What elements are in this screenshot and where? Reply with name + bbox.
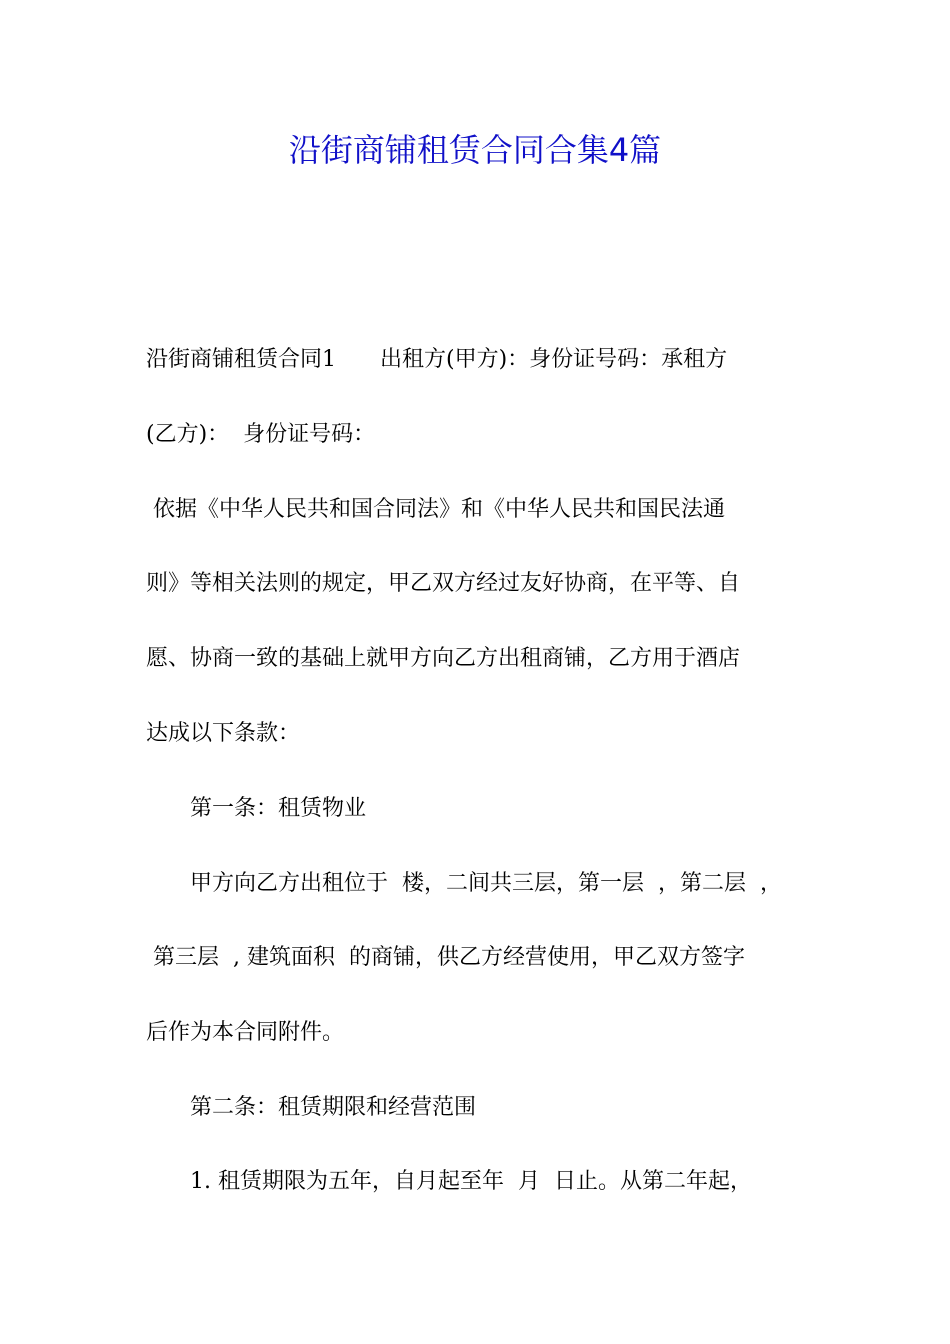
body-line-4: 则》等相关法则的规定，甲乙双方经过友好协商，在平等、自 [146, 571, 741, 596]
body-line-6: 达成以下条款： [146, 721, 301, 746]
body-line-8: 甲方向乙方出租位于 楼，二间共三层，第一层 ，第二层 ， [146, 871, 782, 896]
body-line-10: 后作为本合同附件。 [146, 1020, 345, 1045]
body-line-2: (乙方)： 身份证号码： [146, 422, 376, 447]
section-heading-article-1: 第一条：租赁物业 [146, 796, 367, 821]
body-line-5: 愿、协商一致的基础上就甲方向乙方出租商铺，乙方用于酒店 [146, 646, 741, 671]
body-line-3: 依据《中华人民共和国合同法》和《中华人民共和国民法通 [146, 497, 725, 522]
body-line-12: 1. 租赁期限为五年，自月起至年 月 日止。从第二年起， [146, 1169, 752, 1194]
body-line-1: 沿街商铺租赁合同1 出租方(甲方)：身份证号码：承租方 [146, 347, 728, 372]
section-heading-article-2: 第二条：租赁期限和经营范围 [146, 1095, 477, 1120]
document-title: 沿街商铺租赁合同合集4篇 [288, 131, 662, 169]
body-line-9: 第三层 , 建筑面积 的商铺，供乙方经营使用，甲乙双方签字 [146, 945, 745, 970]
